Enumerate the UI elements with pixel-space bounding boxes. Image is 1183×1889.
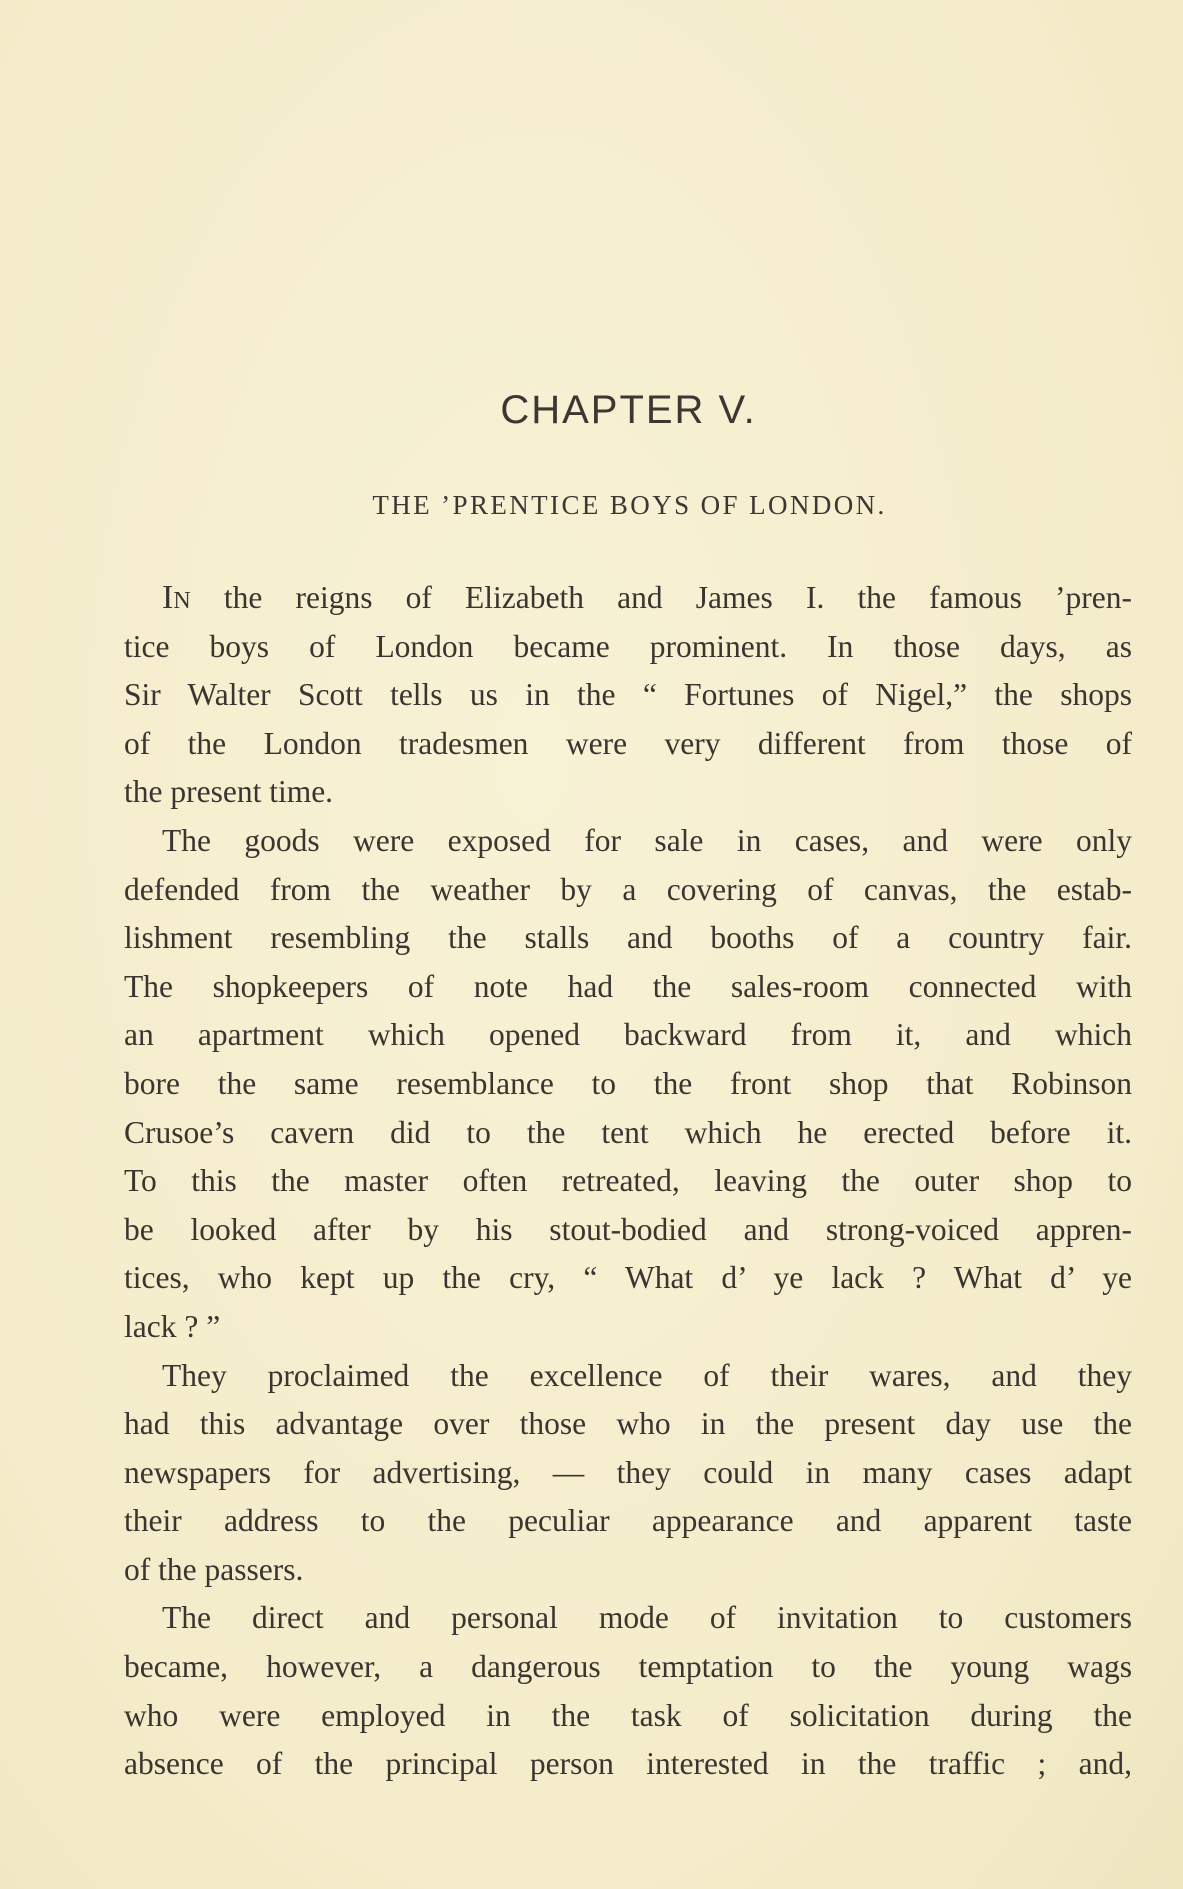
text-line-content: To this the master often retreated, leaving the outer shop to bbox=[124, 1163, 1132, 1199]
text-line-content: had this advantage over those who in the present day use the bbox=[124, 1406, 1132, 1442]
text-line-content: tice boys of London became prominent. In those days, as bbox=[124, 628, 1132, 664]
text-line-content: Crusoe’s cavern did to the tent which he erected before it. bbox=[124, 1114, 1132, 1150]
text-line-content: became, however, a dangerous temptation to the young wags bbox=[124, 1649, 1132, 1685]
text-line bbox=[124, 1449, 1132, 1498]
text-line-content: the present time. bbox=[124, 774, 334, 810]
text-line bbox=[124, 1546, 1132, 1595]
text-line bbox=[124, 1206, 1132, 1255]
text-line bbox=[124, 1109, 1132, 1158]
text-line-content: The direct and personal mode of invitation to customers bbox=[162, 1600, 1132, 1636]
text-line bbox=[124, 623, 1132, 672]
text-line-content: The shopkeepers of note had the sales-room connected with bbox=[124, 968, 1132, 1004]
text-line bbox=[124, 1740, 1132, 1789]
text-line bbox=[124, 1400, 1132, 1449]
text-line bbox=[124, 1352, 1132, 1401]
text-line bbox=[124, 1303, 1132, 1352]
text-line bbox=[124, 1643, 1132, 1692]
text-line-content: who were employed in the task of solicitation during the bbox=[124, 1697, 1132, 1733]
text-line bbox=[124, 866, 1132, 915]
text-line bbox=[124, 1692, 1132, 1741]
text-line bbox=[124, 1060, 1132, 1109]
text-line bbox=[124, 1254, 1132, 1303]
text-line bbox=[124, 1157, 1132, 1206]
text-line bbox=[124, 768, 1132, 817]
chapter-heading: CHAPTER V. bbox=[500, 388, 757, 432]
text-line bbox=[124, 1011, 1132, 1060]
text-line bbox=[124, 1497, 1132, 1546]
text-line-content: lishment resembling the stalls and booths of a country fair. bbox=[124, 920, 1132, 956]
text-line bbox=[124, 671, 1132, 720]
text-line-content: absence of the principal person interested in the traffic ; and, bbox=[124, 1746, 1132, 1782]
text-line-content: of the London tradesmen were very different from those of bbox=[124, 725, 1132, 761]
chapter-title: THE ’PRENTICE BOYS OF LONDON. bbox=[372, 490, 887, 520]
chapter-body-text bbox=[124, 574, 1132, 1789]
text-line bbox=[124, 1594, 1132, 1643]
text-line-content: lack ? ” bbox=[124, 1308, 221, 1344]
text-line-content: defended from the weather by a covering of canvas, the estab- bbox=[124, 871, 1132, 907]
text-line-content: an apartment which opened backward from it, and which bbox=[124, 1017, 1132, 1053]
text-line-content: newspapers for advertising, — they could in many cases adapt bbox=[124, 1454, 1132, 1490]
text-line-content: bore the same resemblance to the front shop that Robinson bbox=[124, 1065, 1132, 1101]
text-line bbox=[124, 817, 1132, 866]
text-line-content: The goods were exposed for sale in cases, and were only bbox=[162, 822, 1132, 858]
text-line-content: the reigns of Elizabeth and James I. the famous ’pren- bbox=[190, 580, 1132, 615]
text-line-content: be looked after by his stout-bodied and strong-voiced appren- bbox=[124, 1211, 1132, 1247]
text-line-content: Sir Walter Scott tells us in the “ Fortunes of Nigel,” the shops bbox=[124, 677, 1132, 713]
text-line-content: of the passers. bbox=[124, 1551, 304, 1587]
text-line bbox=[124, 720, 1132, 769]
text-line bbox=[124, 574, 1132, 623]
text-line-content: tices, who kept up the cry, “ What d’ ye lack ? What d’ ye bbox=[124, 1260, 1132, 1296]
text-line bbox=[124, 963, 1132, 1012]
text-line bbox=[124, 914, 1132, 963]
drop-lead-word: In bbox=[162, 579, 191, 616]
text-line-content: They proclaimed the excellence of their wares, and they bbox=[162, 1357, 1132, 1393]
text-line-content: their address to the peculiar appearance and apparent taste bbox=[124, 1503, 1132, 1539]
